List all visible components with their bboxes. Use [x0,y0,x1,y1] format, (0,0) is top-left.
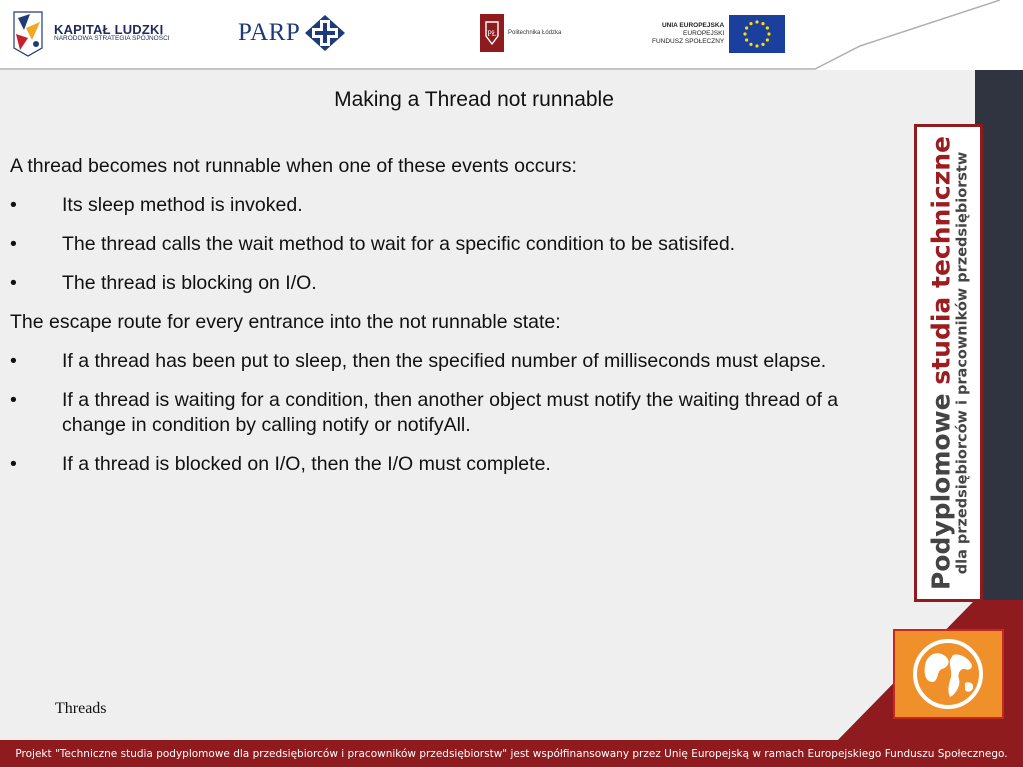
bullet-marker: • [10,453,17,476]
event-item-text: The thread is blocking on I/O. [62,271,317,294]
bullet-marker: • [10,232,17,255]
parp-diamond-icon [304,14,346,52]
list-item [10,349,840,375]
eu-flag-icon [729,15,785,53]
brand-word-3: techniczne [925,135,955,288]
event-item-text: Its sleep method is invoked. [62,193,303,216]
eu-star-icon [745,38,748,41]
brand-line-2: dla przedsiębiorców i pracowników przedsiębiorstw [953,151,970,575]
kapital-ludzki-emblem-icon [10,8,46,58]
eu-star-icon [768,32,771,35]
bullet-marker: • [10,349,17,372]
bottom-bar [0,740,1023,767]
list-item [10,452,840,478]
slide-title: Making a Thread not runnable [334,88,614,111]
slide-body [10,154,840,491]
globe-icon [895,631,1002,717]
escape-item-text: If a thread is blocked on I/O, then the I/O must complete. [62,453,551,476]
parp-name: PARP [238,19,301,46]
header-band [0,0,1023,70]
bottom-bar-text: Projekt "Techniczne studia podyplomowe dla przedsiębiorców i pracowników przedsiębiorstw" jest współfinansowany przez Unię Europejską w ramach Europejskiego Funduszu Społecznego. [15,747,1008,760]
kapital-ludzki-subtitle: NARODOWA STRATEGIA SPÓJNOŚCI [54,35,170,43]
logo-kapital-ludzki [10,8,170,58]
escape-item-text: If a thread has been put to sleep, then the specified number of milliseconds must elapse. [62,349,827,372]
globe-box [893,629,1004,719]
logo-politechnika-lodzka [480,14,561,52]
escape-item-text: If a thread is waiting for a condition, then another object must notify the waiting thread of a change in condition by calling notify or notifyAll. [62,388,839,437]
brand-text [925,133,970,593]
list-item [10,271,840,297]
footer-label: Threads [55,700,107,717]
eu-star-icon [750,22,753,25]
eu-star-icon [766,38,769,41]
eu-star-icon [744,32,747,35]
list-item [10,193,840,219]
eu-star-icon [750,43,753,46]
brand-word-1: Podyplomowe [925,393,955,591]
eu-star-icon [762,22,765,25]
eu-star-icon [762,43,765,46]
bullet-marker: • [10,193,17,216]
logo-parp [238,14,346,52]
ue-line-2: EUROPEJSKI [683,29,725,37]
eu-star-icon [756,44,759,47]
list-item [10,232,840,258]
bullet-marker: • [10,271,17,294]
ue-line-1: UNIA EUROPEJSKA [661,21,725,29]
kapital-ludzki-name: KAPITAŁ LUDZKI [54,21,164,37]
eu-star-icon [745,26,748,29]
eu-star-icon [756,20,759,23]
escape-intro: The escape route for every entrance into the not runnable state: [10,310,561,333]
event-item-text: The thread calls the wait method to wait for a specific condition to be satisifed. [62,232,736,255]
politechnika-name: Politechnika Łódzka [508,30,562,36]
brand-box [914,124,983,602]
svg-text:PŁ: PŁ [487,29,497,38]
events-intro: A thread becomes not runnable when one of these events occurs: [10,155,577,177]
eu-star-icon [766,26,769,29]
politechnika-crest-icon [480,14,504,52]
ue-line-3: FUNDUSZ SPOŁECZNY [652,38,725,46]
list-item [10,388,840,440]
brand-word-2: studia [925,296,955,385]
bullet-marker: • [10,388,17,411]
logo-unia-europejska [652,15,785,53]
